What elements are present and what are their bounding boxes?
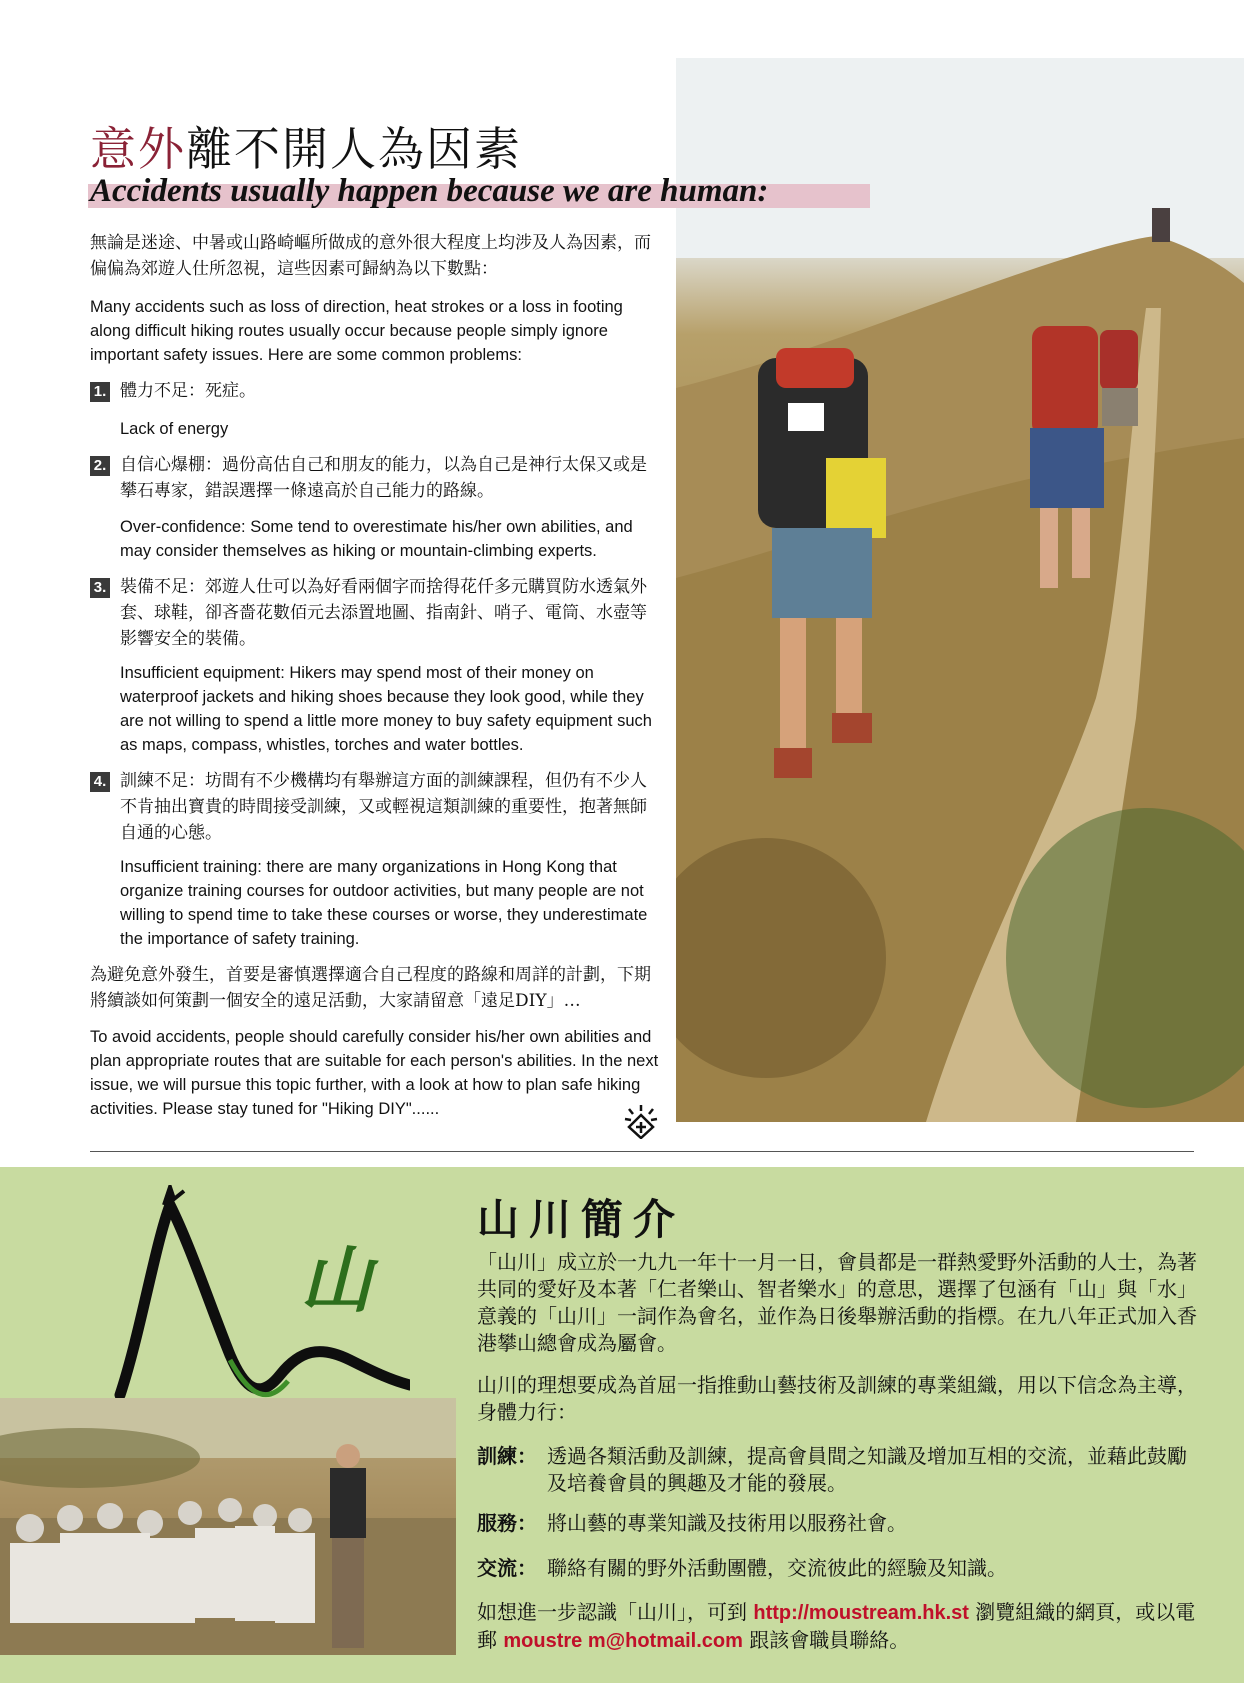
section-divider [90, 1151, 1194, 1152]
club-logo-mountain-icon [110, 1185, 410, 1415]
contact-paragraph [477, 1599, 1197, 1655]
title-accent: 意外 [90, 122, 186, 176]
item-3-english: Insufficient equipment: Hikers may spend most of their money on waterproof jackets and hiking shoes because they look good, while they are not willing to spend a little more money to buy safety equipment such as maps, compass, whistles, torches and water bottles. [120, 664, 652, 754]
intro-chinese: 無論是迷途、中暑或山路崎嶇所做成的意外很大程度上均涉及人為因素，而偏偏為郊遊人仕所忽視，這些因素可歸納為以下數點： [90, 233, 651, 279]
term-service-desc: 將山藝的專業知識及技術用以服務社會。 [547, 1511, 907, 1535]
item-1-chinese: 體力不足：死症。 [120, 381, 256, 401]
club-logo-glyph: 山 [300, 1237, 373, 1322]
item-2-english: Over-confidence: Some tend to overestimate his/her own abilities, and may consider themselves as hiking or mountain-climbing experts. [120, 518, 633, 560]
page-title-english: Accidents usually happen because we are human: [90, 173, 769, 209]
item-number-4: 4. [90, 772, 110, 792]
magazine-mark-icon [624, 1103, 658, 1139]
club-email-link[interactable]: moustre m@hotmail.com [503, 1630, 743, 1652]
term-exchange-desc: 聯絡有關的野外活動團體，交流彼此的經驗及知識。 [547, 1556, 1007, 1580]
group-training-photo [0, 1398, 456, 1655]
item-4-chinese: 訓練不足：坊間有不少機構均有舉辦這方面的訓練課程，但仍有不少人不肯抽出寶貴的時間接受訓練，又或輕視這類訓練的重要性，抱著無師自通的心態。 [120, 771, 647, 843]
item-number-3: 3. [90, 578, 110, 598]
contact-mid: 瀏覽組織的網頁，或以電郵 [477, 1600, 1196, 1652]
closing-english: To avoid accidents, people should carefully consider his/her own abilities and plan appropriate routes that are suitable for each person's abilities. In the next issue, we will pursue this topic further, with a look at how to plan safe hiking activities. Please stay tuned for "Hiking DIY"...... [90, 1028, 659, 1118]
club-title: 山川簡介 [477, 1195, 686, 1244]
hiking-trail-photo [676, 58, 1244, 1122]
club-website-link[interactable]: http://moustream.hk.st [753, 1602, 969, 1624]
title-rest: 離不開人為因素 [186, 122, 522, 176]
item-4-english: Insufficient training: there are many organizations in Hong Kong that organize training courses for outdoor activities, but many people are not willing to spend time to take these courses or worse, they underestimate the importance of safety training. [120, 858, 648, 948]
closing-chinese: 為避免意外發生，首要是審慎選擇適合自己程度的路線和周詳的計劃，下期將續談如何策劃一個安全的遠足活動，大家請留意「遠足DIY」… [90, 965, 651, 1011]
term-training-desc: 透過各類活動及訓練，提高會員間之知識及增加互相的交流，並藉此鼓勵及培養會員的興趣及才能的發展。 [547, 1444, 1187, 1495]
contact-pre: 如想進一步認識「山川」，可到 [477, 1600, 747, 1624]
item-2-chinese: 自信心爆棚：過份高估自己和朋友的能力，以為自己是神行太保又或是攀石專家，錯誤選擇一條遠高於自己能力的路線。 [120, 455, 647, 501]
term-service: 服務： [477, 1511, 537, 1535]
item-number-2: 2. [90, 456, 110, 476]
contact-post: 跟該會職員聯絡。 [749, 1628, 910, 1652]
item-3-chinese: 裝備不足：郊遊人仕可以為好看兩個字而捨得花仟多元購買防水透氣外套、球鞋，卻吝嗇花數佰元去添置地圖、指南針、哨子、電筒、水壺等影響安全的裝備。 [120, 577, 647, 649]
item-1-english: Lack of energy [120, 420, 229, 438]
club-paragraph-1: 「山川」成立於一九九一年十一月一日，會員都是一群熱愛野外活動的人士，為著共同的愛好及本著「仁者樂山、智者樂水」的意思，選擇了包涵有「山」與「水」意義的「山川」一詞作為會名，並作為日後舉辦活動的指標。在九八年正式加入香港攀山總會成為屬會。 [477, 1250, 1197, 1355]
term-training: 訓練： [477, 1444, 537, 1468]
club-paragraph-2: 山川的理想要成為首屈一指推動山藝技術及訓練的專業組織，用以下信念為主導，身體力行： [477, 1373, 1197, 1424]
term-exchange: 交流： [477, 1556, 537, 1580]
intro-english: Many accidents such as loss of direction, heat strokes or a loss in footing along difficult hiking routes usually occur because people simply ignore important safety issues. Here are some common problems: [90, 298, 623, 364]
page-title-chinese [90, 113, 522, 179]
item-number-1: 1. [90, 382, 110, 402]
